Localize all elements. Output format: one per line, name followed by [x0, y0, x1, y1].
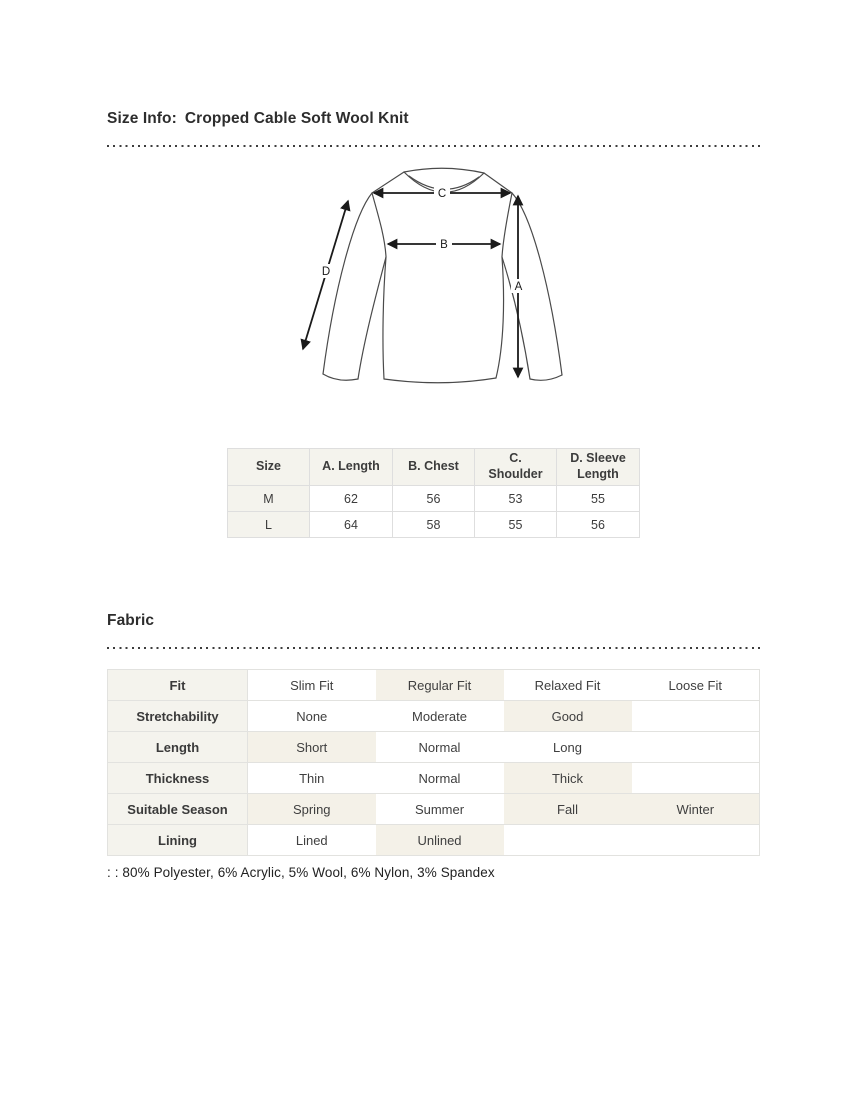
fabric-option: [632, 732, 760, 763]
fabric-option: Moderate: [376, 701, 504, 732]
fabric-option: [632, 763, 760, 794]
fabric-heading: Fabric: [107, 612, 155, 629]
label-a: A: [514, 281, 522, 293]
fabric-section: [107, 610, 760, 880]
fabric-option: Fall: [504, 794, 632, 825]
sweater-diagram-illustration: [274, 160, 594, 410]
fabric-option: Thin: [248, 763, 376, 794]
size-table-row-l: [228, 512, 640, 538]
value-cell: 64: [310, 512, 393, 538]
size-table-header-chest: B. Chest: [393, 449, 475, 486]
value-cell: 56: [557, 512, 640, 538]
size-table-header-length: A. Length: [310, 449, 393, 486]
fabric-option: Normal: [376, 763, 504, 794]
fabric-option: Long: [504, 732, 632, 763]
sweater-outline: [323, 168, 562, 383]
measurement-arrows: [303, 186, 526, 377]
fabric-table: [107, 669, 760, 856]
value-cell: 58: [393, 512, 475, 538]
fabric-option: Winter: [632, 794, 760, 825]
value-cell: 56: [393, 486, 475, 512]
size-info-heading-prefix: Size Info:: [107, 110, 177, 127]
fabric-row-length: [108, 732, 760, 763]
fabric-option: Regular Fit: [376, 670, 504, 701]
fabric-row-label: Lining: [108, 825, 248, 856]
value-cell: 62: [310, 486, 393, 512]
fabric-row-thickness: [108, 763, 760, 794]
fabric-option: Lined: [248, 825, 376, 856]
product-name: Cropped Cable Soft Wool Knit: [184, 110, 409, 127]
fabric-option: None: [248, 701, 376, 732]
dotted-divider: [107, 145, 760, 147]
label-d: D: [321, 266, 330, 278]
size-cell: M: [228, 486, 310, 512]
fabric-option: Summer: [376, 794, 504, 825]
measurement-diagram: [107, 160, 760, 410]
fabric-option: Slim Fit: [248, 670, 376, 701]
dotted-divider: [107, 647, 760, 649]
size-table-header-sleeve: D. Sleeve Length: [557, 449, 640, 486]
size-table-header-row: [228, 449, 640, 486]
size-table: [227, 448, 640, 538]
fabric-option: Relaxed Fit: [504, 670, 632, 701]
fabric-row-stretchability: [108, 701, 760, 732]
fabric-row-label: Stretchability: [108, 701, 248, 732]
fabric-row-label: Fit: [108, 670, 248, 701]
fabric-row-fit: [108, 670, 760, 701]
label-b: B: [439, 239, 448, 251]
fabric-row-lining: [108, 825, 760, 856]
fabric-option: [504, 825, 632, 856]
fabric-option: Thick: [504, 763, 632, 794]
fabric-option: Short: [248, 732, 376, 763]
fabric-composition: : : 80% Polyester, 6% Acrylic, 5% Wool, 6% Nylon, 3% Spandex: [107, 865, 495, 880]
value-cell: 55: [557, 486, 640, 512]
fabric-row-label: Suitable Season: [108, 794, 248, 825]
fabric-option: [632, 701, 760, 732]
fabric-option: [632, 825, 760, 856]
fabric-option: Spring: [248, 794, 376, 825]
value-cell: 55: [475, 512, 557, 538]
fabric-row-label: Thickness: [108, 763, 248, 794]
fabric-row-label: Length: [108, 732, 248, 763]
fabric-option: Normal: [376, 732, 504, 763]
label-c: C: [437, 188, 446, 200]
fabric-option: Unlined: [376, 825, 504, 856]
fabric-row-suitable-season: [108, 794, 760, 825]
size-info-section: [107, 108, 760, 538]
size-table-row-m: [228, 486, 640, 512]
size-cell: L: [228, 512, 310, 538]
value-cell: 53: [475, 486, 557, 512]
fabric-option: Good: [504, 701, 632, 732]
size-table-header-size: Size: [228, 449, 310, 486]
size-table-header-shoulder: C. Shoulder: [475, 449, 557, 486]
size-info-heading: [107, 108, 760, 130]
fabric-option: Loose Fit: [632, 670, 760, 701]
